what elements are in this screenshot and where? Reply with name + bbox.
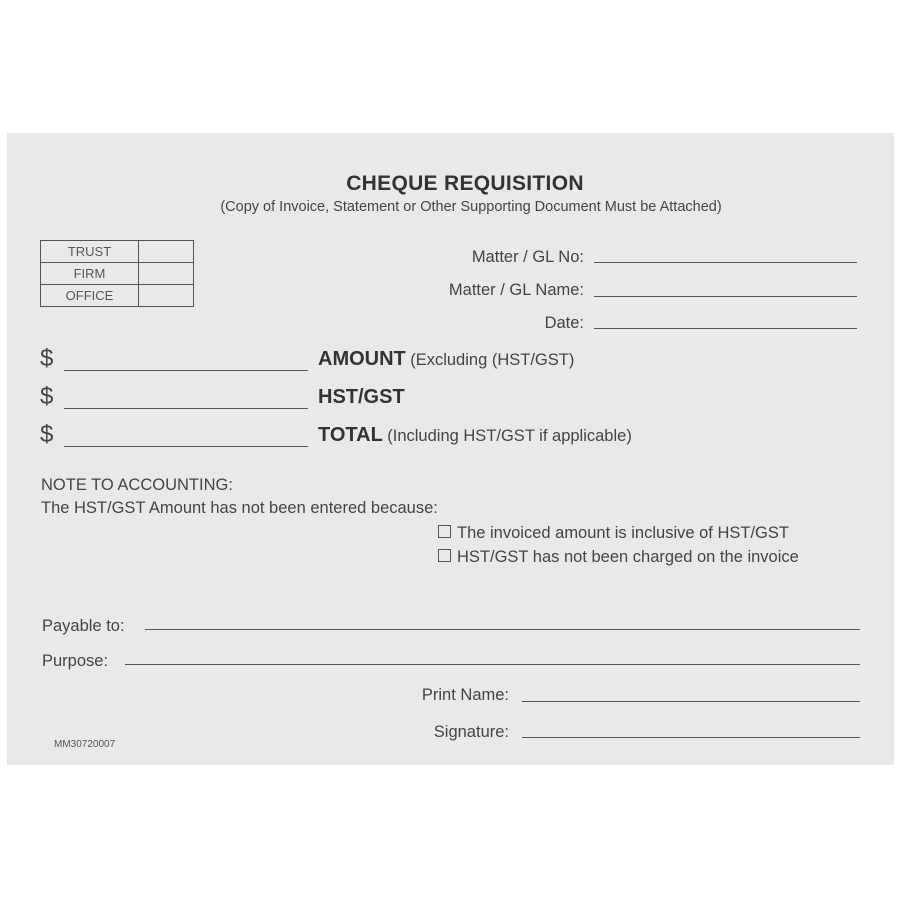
note-heading: NOTE TO ACCOUNTING: bbox=[41, 476, 233, 494]
account-type-label-office: OFFICE bbox=[41, 285, 139, 307]
option-not-charged-label: HST/GST has not been charged on the invoice bbox=[457, 548, 799, 566]
account-type-label-firm: FIRM bbox=[41, 263, 139, 285]
form-title: CHEQUE REQUISITION bbox=[346, 172, 584, 195]
option-inclusive-label: The invoiced amount is inclusive of HST/GST bbox=[457, 524, 789, 542]
note-text: The HST/GST Amount has not been entered because: bbox=[41, 499, 438, 517]
hst-currency: $ bbox=[40, 383, 54, 410]
payable-to-label: Payable to: bbox=[42, 617, 125, 635]
hst-line[interactable] bbox=[64, 408, 308, 409]
total-label: TOTAL bbox=[318, 424, 383, 446]
matter-no-line[interactable] bbox=[594, 262, 857, 263]
account-type-box-office[interactable] bbox=[139, 285, 194, 307]
option-inclusive-checkbox[interactable] bbox=[438, 525, 451, 538]
cheque-requisition-form bbox=[7, 133, 894, 765]
account-type-box-firm[interactable] bbox=[139, 263, 194, 285]
account-type-box-trust[interactable] bbox=[139, 241, 194, 263]
account-type-table bbox=[40, 240, 194, 307]
print-name-line[interactable] bbox=[522, 701, 860, 702]
form-subtitle: (Copy of Invoice, Statement or Other Supporting Document Must be Attached) bbox=[220, 199, 722, 215]
payable-to-line[interactable] bbox=[145, 629, 860, 630]
total-note: (Including HST/GST if applicable) bbox=[387, 427, 632, 445]
total-label-group bbox=[318, 424, 632, 447]
total-currency: $ bbox=[40, 421, 54, 448]
amount-currency: $ bbox=[40, 345, 54, 372]
purpose-label: Purpose: bbox=[42, 652, 109, 670]
option-not-charged[interactable] bbox=[438, 548, 799, 567]
matter-name-label: Matter / GL Name: bbox=[448, 281, 584, 299]
purpose-line[interactable] bbox=[125, 664, 860, 665]
account-type-row-office bbox=[41, 285, 194, 307]
total-line[interactable] bbox=[64, 446, 308, 447]
matter-name-line[interactable] bbox=[594, 296, 857, 297]
signature-label: Signature: bbox=[433, 723, 509, 741]
date-label: Date: bbox=[544, 314, 584, 332]
option-not-charged-checkbox[interactable] bbox=[438, 549, 451, 562]
form-code: MM30720007 bbox=[54, 739, 116, 750]
amount-note: (Excluding (HST/GST) bbox=[410, 351, 575, 369]
amount-label: AMOUNT bbox=[318, 348, 406, 370]
hst-label-group bbox=[318, 386, 405, 409]
matter-no-label: Matter / GL No: bbox=[471, 248, 584, 266]
account-type-row-trust bbox=[41, 241, 194, 263]
amount-line[interactable] bbox=[64, 370, 308, 371]
date-line[interactable] bbox=[594, 328, 857, 329]
amount-label-group bbox=[318, 348, 574, 371]
print-name-label: Print Name: bbox=[421, 686, 509, 704]
signature-line[interactable] bbox=[522, 737, 860, 738]
account-type-row-firm bbox=[41, 263, 194, 285]
option-inclusive[interactable] bbox=[438, 524, 789, 543]
hst-label: HST/GST bbox=[318, 386, 405, 408]
account-type-label-trust: TRUST bbox=[41, 241, 139, 263]
